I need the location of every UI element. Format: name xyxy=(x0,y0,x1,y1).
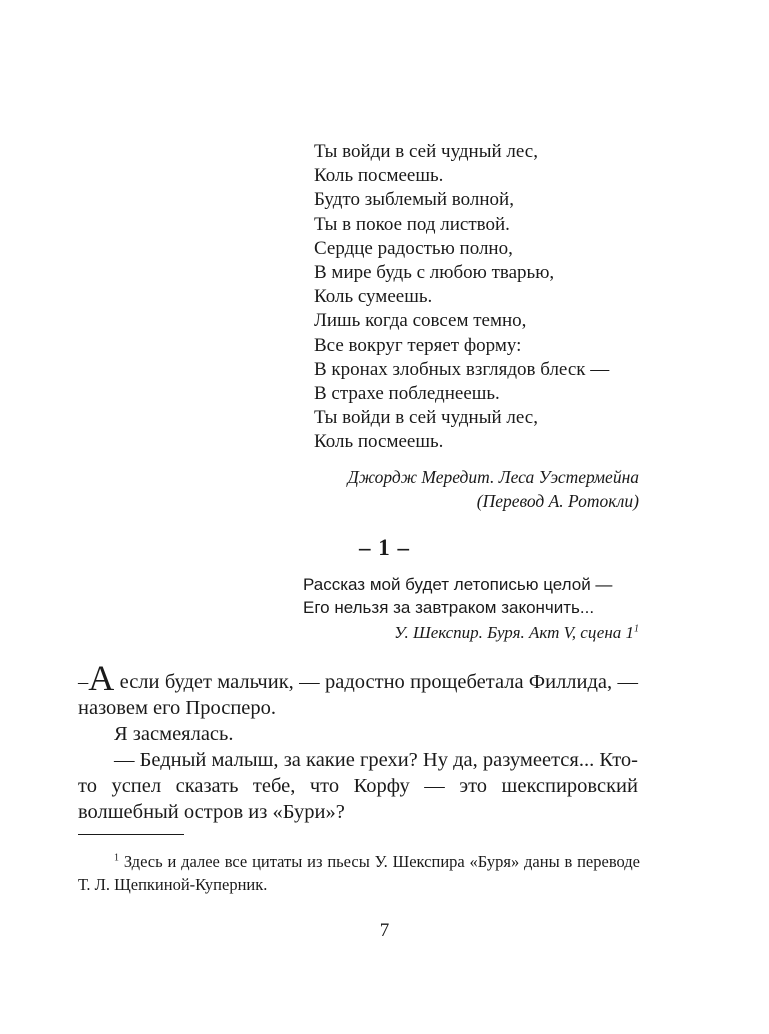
poem-line: В кронах злобных взглядов блеск — xyxy=(314,358,610,380)
paragraph-text: если будет мальчик, — радостно прощебетала Филлида, — назовем его Просперо. xyxy=(78,671,638,719)
footnote-marker: 1 xyxy=(114,852,119,864)
dialogue-dash: – xyxy=(78,671,89,693)
poem-translation: (Перевод А. Ротокли) xyxy=(476,491,639,511)
poem-line: Сердце радостью полно, xyxy=(314,237,513,259)
poem-line: Коль посмеешь. xyxy=(314,165,444,187)
poem-line: Коль сумеешь. xyxy=(314,286,433,308)
poem-line: Лишь когда совсем темно, xyxy=(314,310,527,332)
drop-cap: А xyxy=(88,658,115,698)
poem-line: Все вокруг теряет форму: xyxy=(314,334,522,356)
poem-line: В страхе побледнеешь. xyxy=(314,383,500,405)
footnote-divider xyxy=(78,834,184,835)
poem-line: Ты в покое под листвой. xyxy=(314,213,510,235)
poem-line: В мире будь с любою тварью, xyxy=(314,262,555,284)
paragraph: — Бедный малыш, за какие грехи? Ну да, разумеется... Кто-то успел сказать тебе, что Корфу — это шекспировский волшебный остров из «Бури»? xyxy=(78,749,638,823)
page-number: 7 xyxy=(379,920,390,941)
chapter-text xyxy=(78,658,638,825)
poem-line: Ты войди в сей чудный лес, xyxy=(314,407,538,429)
chapter-heading: – 1 – xyxy=(359,535,410,560)
poem-line: Ты войди в сей чудный лес, xyxy=(314,141,538,162)
epigraph-attribution-text: У. Шекспир. Буря. Акт V, сцена 1 xyxy=(394,623,634,642)
poem-line: Будто зыблемый волной, xyxy=(314,189,514,211)
epigraph-attribution xyxy=(394,621,639,645)
poem-line: Коль посмеешь. xyxy=(314,431,444,453)
shakespeare-epigraph xyxy=(303,573,612,619)
epigraph-line: Рассказ мой будет летописью целой — xyxy=(303,575,613,594)
paragraph: Я засмеялась. xyxy=(114,723,234,745)
footnote-ref: 1 xyxy=(634,623,639,635)
epigraph-line: Его нельзя за завтраком закончить... xyxy=(303,598,595,617)
epigraph-poem xyxy=(314,140,609,455)
paragraph xyxy=(78,658,638,721)
footnote-text: Здесь и далее все цитаты из пьесы У. Шекспира «Буря» даны в переводе Т. Л. Щепкиной-Куперник. xyxy=(78,852,640,894)
footnote xyxy=(78,850,640,896)
poem-attribution: Джордж Мередит. Леса Уэстермейна xyxy=(347,467,639,487)
